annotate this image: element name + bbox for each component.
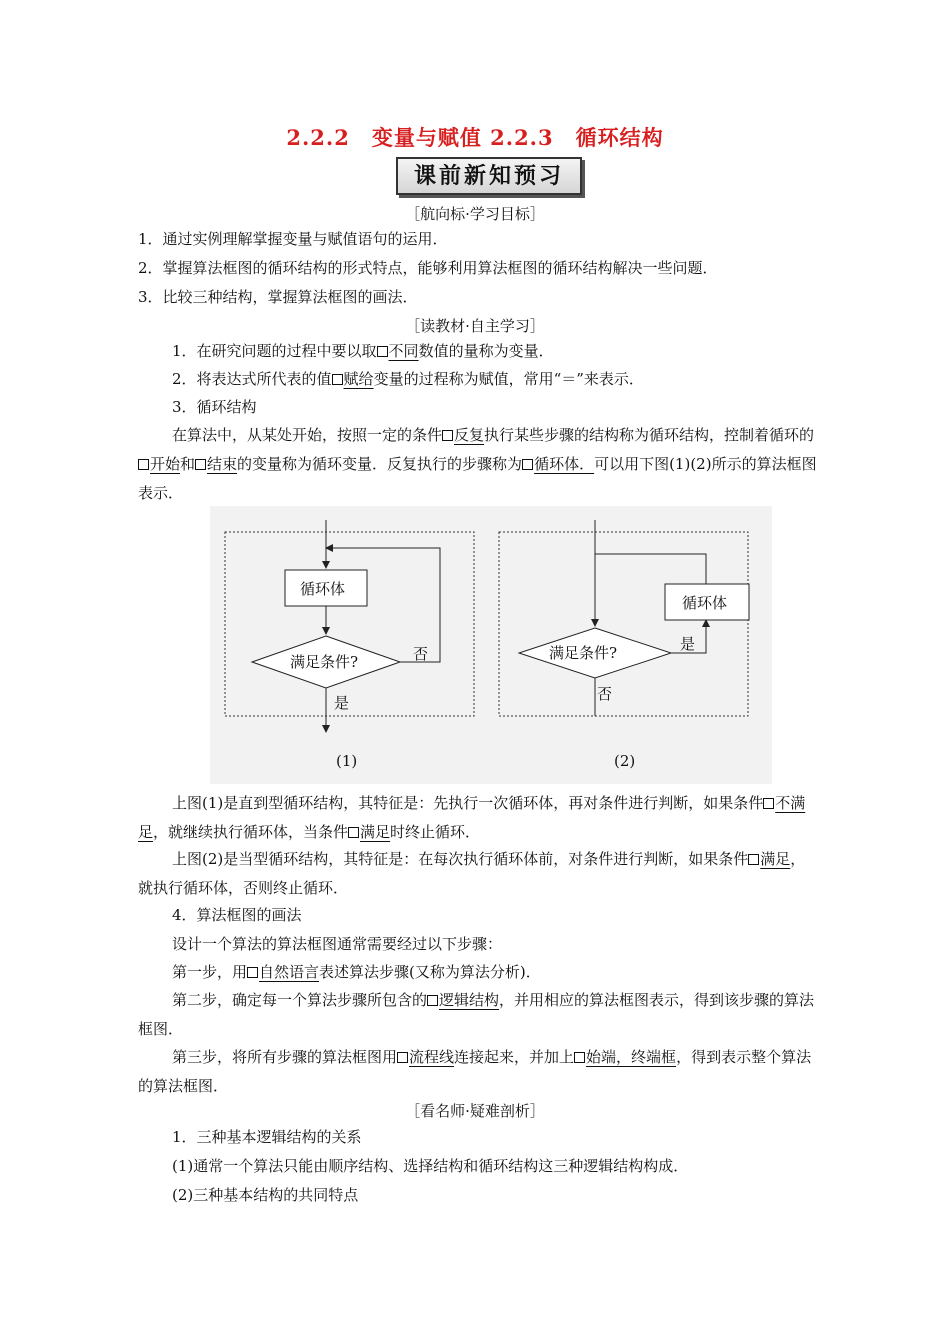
section-banner: 课前新知预习 — [396, 157, 582, 195]
blank-box-icon — [195, 459, 206, 470]
blank-box-icon — [763, 798, 774, 809]
blank-box-icon — [522, 459, 533, 470]
paragraph-step-1: 第一步，用 自然语言表述算法步骤(又称为算法分析)． — [172, 963, 541, 981]
blank-box-icon — [332, 374, 343, 385]
paragraph-steps-intro: 设计一个算法的算法框图通常需要经过以下步骤： — [172, 935, 503, 953]
paragraph-flowchart-heading: 4．算法框图的画法 — [172, 906, 302, 924]
blank-box-icon — [348, 827, 359, 838]
goal-3: 3．比较三种结构，掌握算法框图的画法． — [138, 288, 418, 306]
frame-1 — [225, 532, 474, 716]
goal-2: 2．掌握算法框图的循环结构的形式特点，能够利用算法框图的循环结构解决一些问题． — [138, 259, 718, 277]
blank-box-icon — [397, 1052, 408, 1063]
frame-2 — [499, 532, 748, 716]
loop-body-label-2: 循环体 — [682, 594, 728, 612]
paragraph-when-loop: 上图(2)是当型循环结构，其特征是：在每次执行循环体前，对条件进行判断，如果条件 满足，就执行循环体，否则终止循环． — [138, 850, 806, 897]
no-label-1: 否 — [413, 645, 429, 663]
blank-box-icon — [247, 967, 258, 978]
paragraph-relation-1: (1)通常一个算法只能由顺序结构、选择结构和循环结构这三种逻辑结构构成． — [172, 1157, 689, 1175]
paragraph-relation-2: (2)三种基本结构的共同特点 — [172, 1186, 359, 1204]
yes-label-1: 是 — [334, 694, 350, 712]
paragraph-step-2: 第二步，确定每一个算法步骤所包含的 逻辑结构，并用相应的算法框图表示，得到该步骤的算法框图． — [138, 991, 815, 1038]
paragraph-loop-structure: 在算法中，从某处开始，按照一定的条件 反复执行某些步骤的结构称为循环结构，控制着循环的开始和 结束的变量称为循环变量．反复执行的步骤称为 循环体．可以用下图(1)(2)所示的算法框图表示． — [138, 426, 817, 502]
paragraph-assignment: 2．将表达式所代表的值 赋给变量的过程称为赋值，常用“＝”来表示． — [172, 370, 644, 388]
blank-box-icon — [574, 1052, 585, 1063]
section-heading-reading: ［读教材·自主学习］ — [405, 317, 545, 335]
paragraph-relation-heading: 1．三种基本逻辑结构的关系 — [172, 1128, 362, 1146]
paragraph-loop-heading: 3．循环结构 — [172, 398, 257, 416]
paragraph-variable: 1．在研究问题的过程中要以取 不同数值的量称为变量． — [172, 342, 554, 360]
no-label-2: 否 — [597, 685, 613, 703]
condition-label-1: 满足条件? — [290, 653, 359, 671]
blank-box-icon — [427, 995, 438, 1006]
paragraph-until-loop: 上图(1)是直到型循环结构，其特征是：先执行一次循环体，再对条件进行判断，如果条件 不满足，就继续执行循环体，当条件 满足时终止循环． — [138, 794, 806, 841]
blank-box-icon — [138, 459, 149, 470]
blank-box-icon — [748, 854, 759, 865]
flowchart-figure — [210, 506, 772, 784]
blank-box-icon — [442, 430, 453, 441]
paragraph-step-3: 第三步，将所有步骤的算法框图用 流程线连接起来，并加上 始端，终端框，得到表示整个算法的算法框图． — [138, 1048, 812, 1095]
yes-label-2: 是 — [680, 635, 696, 653]
section-heading-goals: ［航向标·学习目标］ — [405, 205, 545, 223]
page-title: 2.2.2 变量与赋值 2.2.3 循环结构 — [286, 125, 664, 150]
goal-1: 1．通过实例理解掌握变量与赋值语句的运用． — [138, 230, 448, 248]
loop-body-label-1: 循环体 — [300, 580, 346, 598]
condition-label-2: 满足条件? — [549, 644, 618, 662]
caption-2: (2) — [614, 752, 636, 770]
blank-box-icon — [377, 346, 388, 357]
section-heading-analysis: ［看名师·疑难剖析］ — [405, 1102, 545, 1120]
caption-1: (1) — [336, 752, 358, 770]
